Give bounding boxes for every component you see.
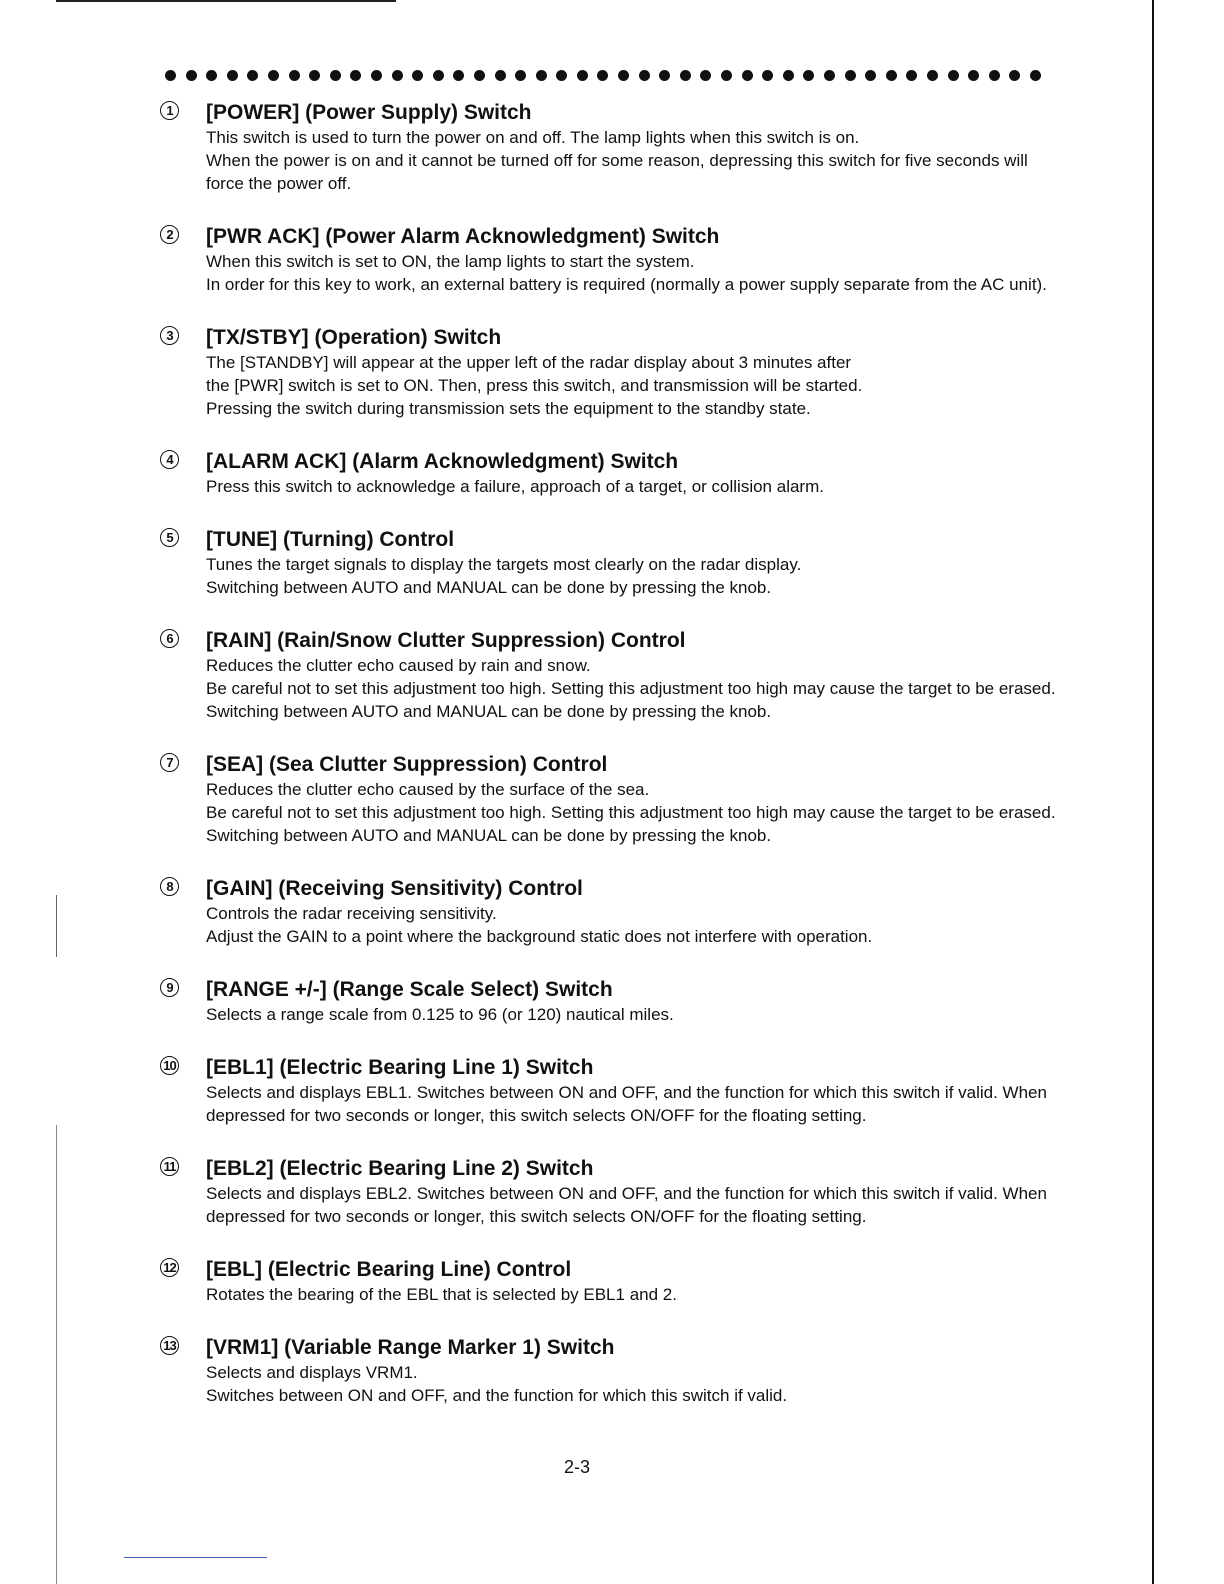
- separator-dot: [886, 70, 897, 81]
- section-line: Reduces the clutter echo caused by rain and snow.: [206, 656, 591, 675]
- section-title: [ALARM ACK] (Alarm Acknowledgment) Switch: [206, 450, 679, 473]
- section-line: Reduces the clutter echo caused by the surface of the sea.: [206, 780, 650, 799]
- section-item: [160, 628, 1060, 723]
- separator-dot: [309, 70, 320, 81]
- circled-number-icon: 11: [160, 1157, 179, 1176]
- section-title: [SEA] (Sea Clutter Suppression) Control: [206, 753, 608, 776]
- separator-dot: [412, 70, 423, 81]
- separator-dot: [453, 70, 464, 81]
- separator-dot: [495, 70, 506, 81]
- section-body: [206, 475, 1060, 498]
- circled-number-icon: 13: [160, 1336, 179, 1355]
- section-body: [206, 1361, 1060, 1407]
- section-line: Selects and displays VRM1.: [206, 1363, 418, 1382]
- section-line: Selects and displays EBL2. Switches between ON and OFF, and the function for which this switch if valid. When depressed for two seconds or longer, this switch selects ON/OFF for the floating setting.: [206, 1184, 1047, 1226]
- separator-dot: [824, 70, 835, 81]
- section-line: Switches between ON and OFF, and the function for which this switch if valid.: [206, 1386, 788, 1405]
- section-body: [206, 654, 1060, 723]
- separator-dot: [762, 70, 773, 81]
- section-line: Press this switch to acknowledge a failure, approach of a target, or collision alarm.: [206, 477, 824, 496]
- circled-number-icon: 2: [160, 225, 179, 244]
- page-number: 2-3: [563, 1457, 590, 1477]
- section-title: [VRM1] (Variable Range Marker 1) Switch: [206, 1336, 615, 1359]
- separator-dot: [289, 70, 300, 81]
- section-body: [206, 250, 1060, 296]
- section-item: [160, 224, 1060, 296]
- circled-number-icon: 6: [160, 629, 179, 648]
- section-title: [TX/STBY] (Operation) Switch: [206, 326, 502, 349]
- section-body: [206, 1283, 1060, 1306]
- section-line: When this switch is set to ON, the lamp lights to start the system.: [206, 252, 695, 271]
- section-body: [206, 902, 1060, 948]
- section-item: [160, 527, 1060, 599]
- separator-dot: [968, 70, 979, 81]
- section-line: Selects and displays EBL1. Switches between ON and OFF, and the function for which this switch if valid. When depressed for two seconds or longer, this switch selects ON/OFF for the floating setting.: [206, 1083, 1047, 1125]
- section-line: Pressing the switch during transmission sets the equipment to the standby state.: [206, 399, 811, 418]
- separator-dot: [865, 70, 876, 81]
- section-body: [206, 1081, 1060, 1127]
- scan-border-left: [56, 895, 57, 957]
- section-body: [206, 1182, 1060, 1228]
- section-title: [POWER] (Power Supply) Switch: [206, 101, 532, 124]
- section-line: Switching between AUTO and MANUAL can be done by pressing the knob.: [206, 578, 772, 597]
- section-title: [RAIN] (Rain/Snow Clutter Suppression) Control: [206, 629, 686, 652]
- separator-dot: [680, 70, 691, 81]
- section-line: Tunes the target signals to display the targets most clearly on the radar display.: [206, 555, 802, 574]
- section-title: [EBL2] (Electric Bearing Line 2) Switch: [206, 1157, 594, 1180]
- separator-dot: [659, 70, 670, 81]
- section-line: Controls the radar receiving sensitivity.: [206, 904, 497, 923]
- circled-number-icon: 3: [160, 326, 179, 345]
- separator-dot: [350, 70, 361, 81]
- section-line: This switch is used to turn the power on and off. The lamp lights when this switch is on.: [206, 128, 860, 147]
- separator-dot: [721, 70, 732, 81]
- separator-dot: [556, 70, 567, 81]
- separator-dot: [577, 70, 588, 81]
- section-line: Adjust the GAIN to a point where the background static does not interfere with operation.: [206, 927, 873, 946]
- section-body: [206, 553, 1060, 599]
- section-item: [160, 977, 1060, 1026]
- section-line: Selects a range scale from 0.125 to 96 (or 120) nautical miles.: [206, 1005, 674, 1024]
- separator-dot: [597, 70, 608, 81]
- section-body: [206, 126, 1060, 195]
- circled-number-icon: 12: [160, 1258, 179, 1277]
- section-line: When the power is on and it cannot be turned off for some reason, depressing this switch for five seconds will force the power off.: [206, 151, 1028, 193]
- section-body: [206, 351, 1060, 420]
- section-item: [160, 449, 1060, 498]
- document-body: [160, 100, 1060, 1436]
- section-item: [160, 876, 1060, 948]
- scan-border-top: [56, 0, 396, 2]
- section-title: [TUNE] (Turning) Control: [206, 528, 455, 551]
- section-item: [160, 100, 1060, 195]
- separator-dot: [247, 70, 258, 81]
- separator-dot: [927, 70, 938, 81]
- section-item: [160, 1257, 1060, 1306]
- circled-number-icon: 8: [160, 877, 179, 896]
- section-body: [206, 778, 1060, 847]
- separator-dot: [165, 70, 176, 81]
- section-item: [160, 1055, 1060, 1127]
- separator-dot: [742, 70, 753, 81]
- section-line: Rotates the bearing of the EBL that is selected by EBL1 and 2.: [206, 1285, 677, 1304]
- separator-dot: [433, 70, 444, 81]
- separator-dot: [618, 70, 629, 81]
- separator-dot: [227, 70, 238, 81]
- circled-number-icon: 10: [160, 1056, 179, 1075]
- section-item: [160, 1156, 1060, 1228]
- section-title: [PWR ACK] (Power Alarm Acknowledgment) Switch: [206, 225, 720, 248]
- separator-dot: [1030, 70, 1041, 81]
- section-line: Be careful not to set this adjustment too high. Setting this adjustment too high may cause the target to be erased. Switching between AUTO and MANUAL can be done by pressing the knob.: [206, 803, 1056, 845]
- dotted-separator: [165, 66, 1041, 84]
- separator-dot: [268, 70, 279, 81]
- section-body: [206, 1003, 1060, 1026]
- scan-border-bottom: [124, 1557, 267, 1558]
- section-line: The [STANDBY] will appear at the upper left of the radar display about 3 minutes after: [206, 353, 852, 372]
- separator-dot: [515, 70, 526, 81]
- scan-border-left-lower: [56, 1125, 57, 1584]
- separator-dot: [536, 70, 547, 81]
- section-line: In order for this key to work, an external battery is required (normally a power supply separate from the AC unit).: [206, 275, 1047, 294]
- separator-dot: [989, 70, 1000, 81]
- separator-dot: [845, 70, 856, 81]
- scan-border-right: [1152, 0, 1154, 1584]
- separator-dot: [803, 70, 814, 81]
- separator-dot: [330, 70, 341, 81]
- section-title: [EBL] (Electric Bearing Line) Control: [206, 1258, 572, 1281]
- separator-dot: [186, 70, 197, 81]
- separator-dot: [700, 70, 711, 81]
- separator-dot: [906, 70, 917, 81]
- section-line: the [PWR] switch is set to ON. Then, press this switch, and transmission will be started.: [206, 376, 863, 395]
- section-title: [GAIN] (Receiving Sensitivity) Control: [206, 877, 583, 900]
- section-item: [160, 1335, 1060, 1407]
- circled-number-icon: 9: [160, 978, 179, 997]
- separator-dot: [206, 70, 217, 81]
- section-title: [EBL1] (Electric Bearing Line 1) Switch: [206, 1056, 594, 1079]
- section-item: [160, 752, 1060, 847]
- circled-number-icon: 5: [160, 528, 179, 547]
- separator-dot: [948, 70, 959, 81]
- circled-number-icon: 1: [160, 101, 179, 120]
- separator-dot: [392, 70, 403, 81]
- circled-number-icon: 7: [160, 753, 179, 772]
- section-title: [RANGE +/-] (Range Scale Select) Switch: [206, 978, 613, 1001]
- separator-dot: [474, 70, 485, 81]
- separator-dot: [783, 70, 794, 81]
- separator-dot: [371, 70, 382, 81]
- section-item: [160, 325, 1060, 420]
- section-line: Be careful not to set this adjustment too high. Setting this adjustment too high may cause the target to be erased. Switching between AUTO and MANUAL can be done by pressing the knob.: [206, 679, 1056, 721]
- separator-dot: [1009, 70, 1020, 81]
- circled-number-icon: 4: [160, 450, 179, 469]
- separator-dot: [639, 70, 650, 81]
